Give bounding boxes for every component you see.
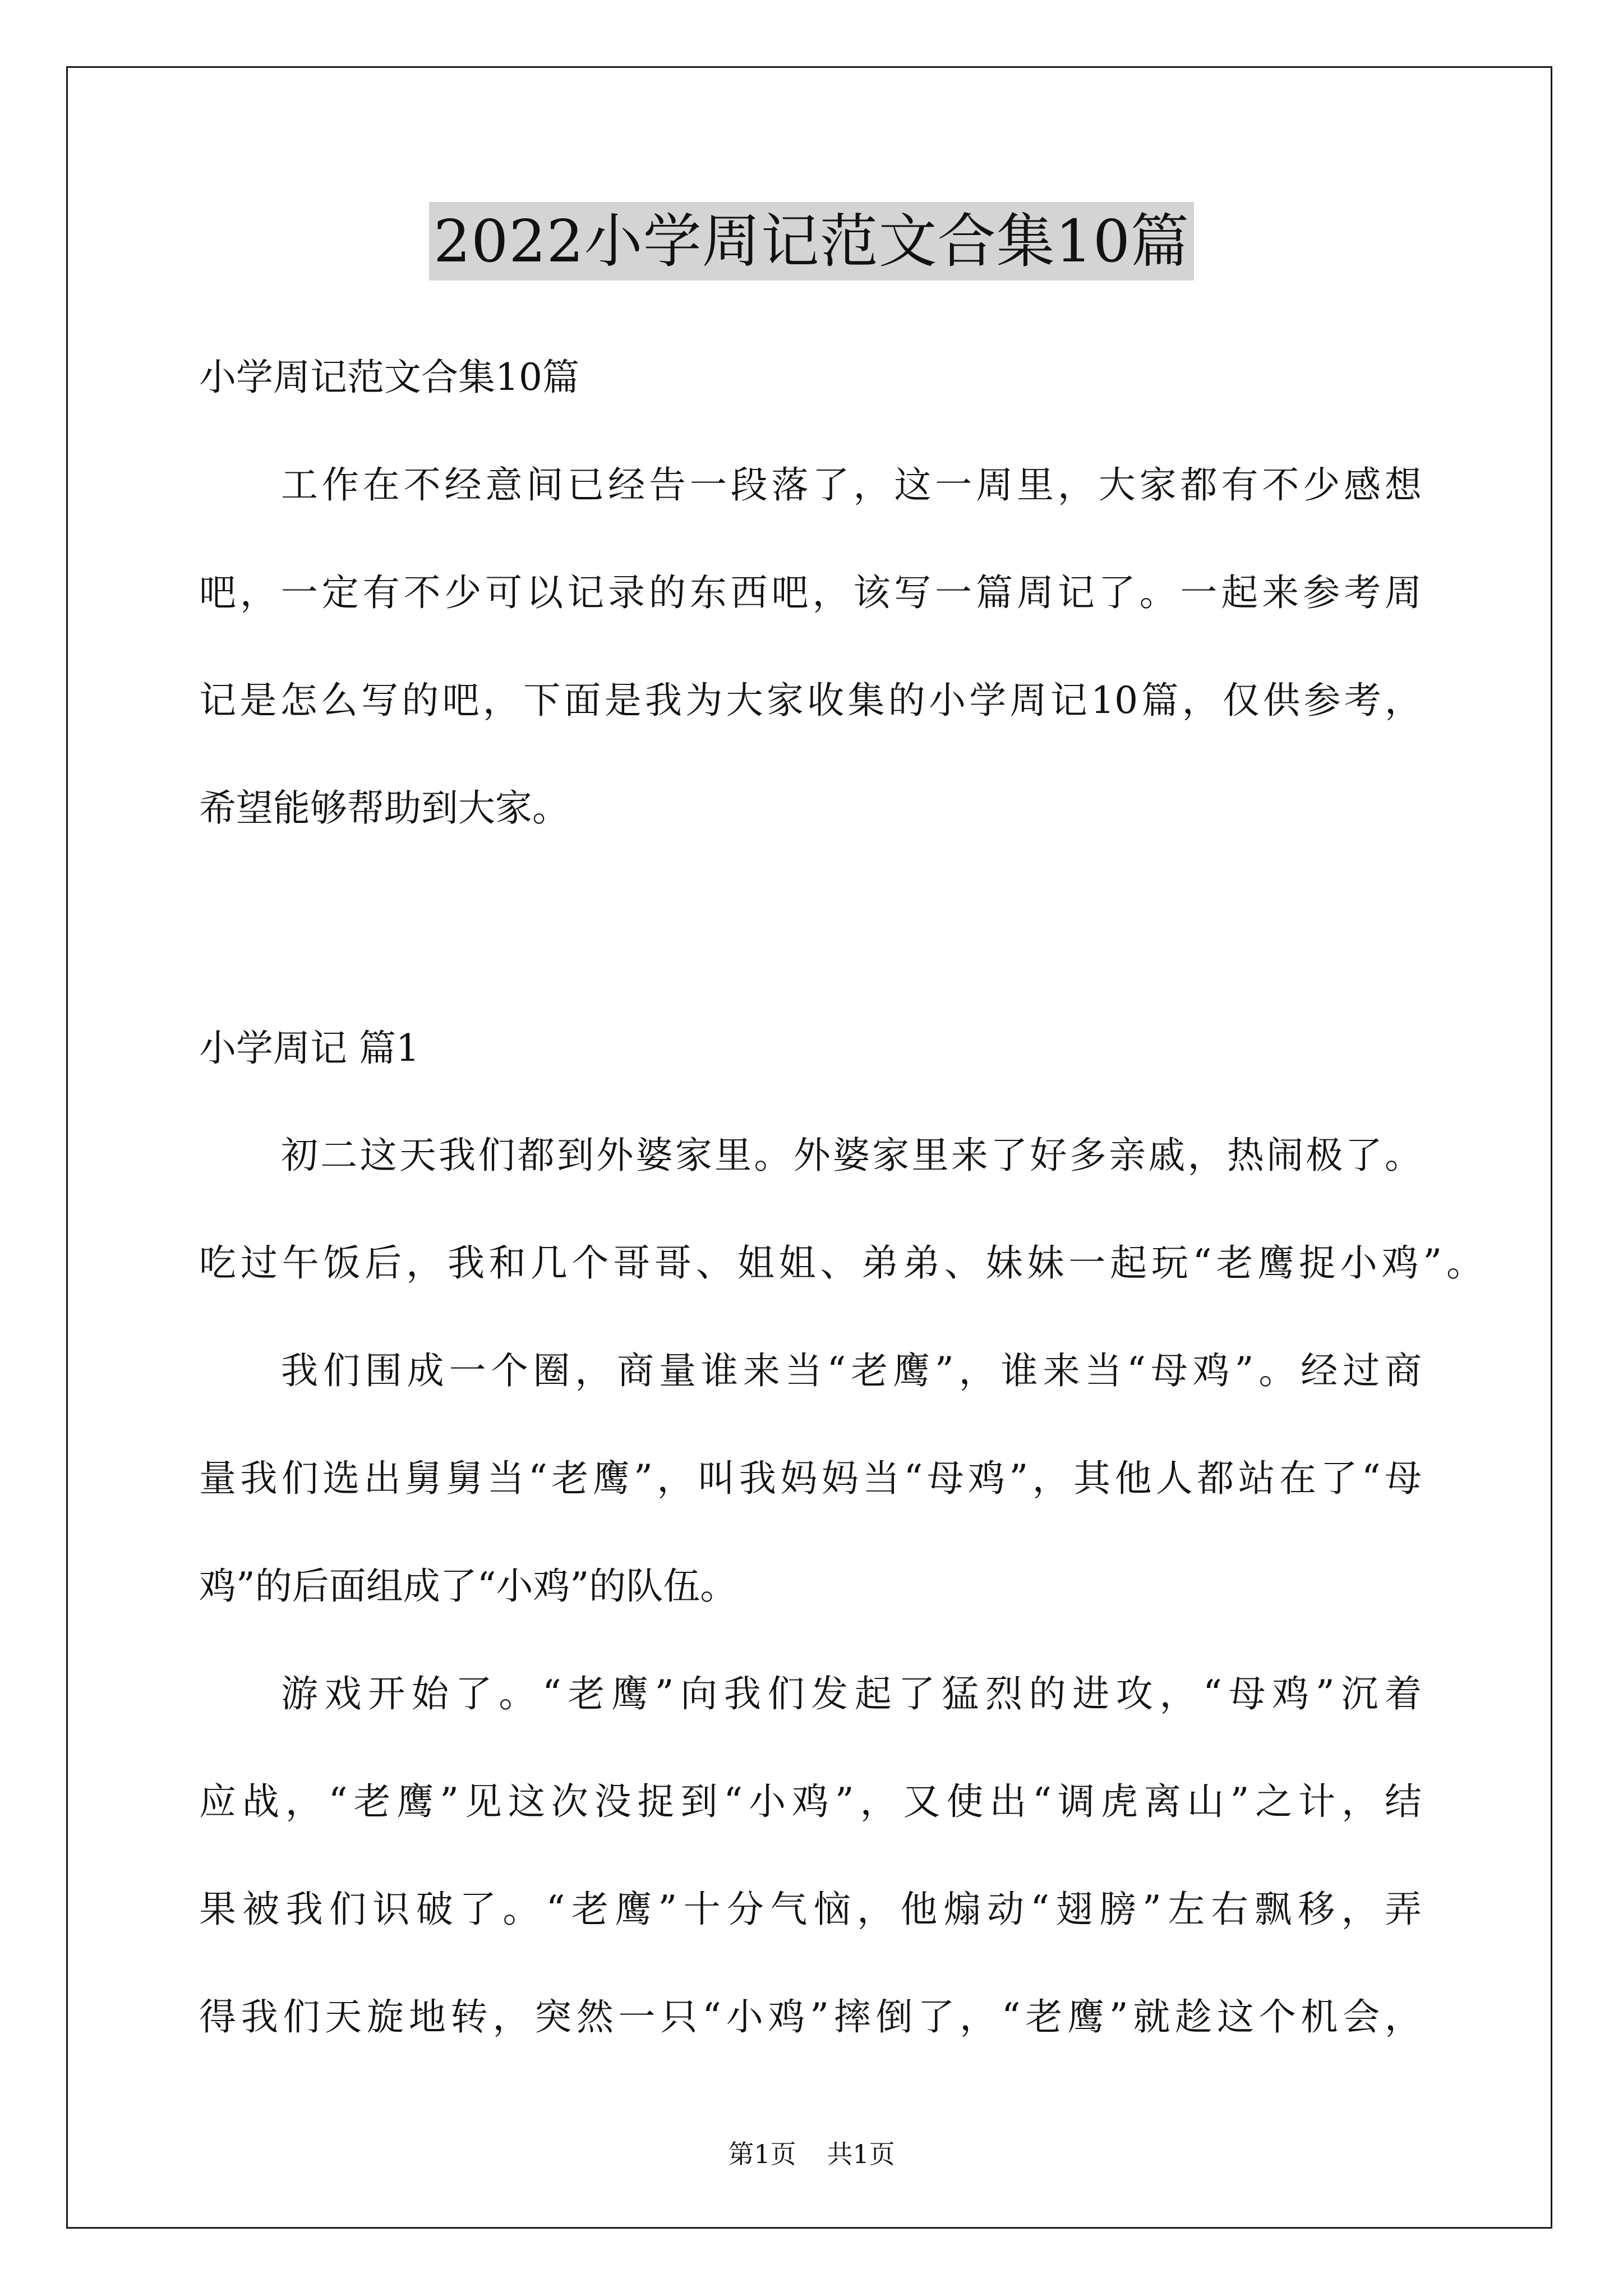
paragraph-line: 我们围成一个圈，商量谁来当“老鹰”，谁来当“母鸡”。经过商 <box>281 1349 1422 1392</box>
intro-line: 希望能够帮助到大家。 <box>199 786 569 830</box>
document-title-text: 2022小学周记范文合集10篇 <box>429 202 1194 280</box>
paragraph-line: 吃过午饭后，我和几个哥哥、姐姐、弟弟、妹妹一起玩“老鹰捉小鸡”。 <box>199 1241 1483 1285</box>
paragraph-line: 果被我们识破了。“老鹰”十分气恼，他煽动“翅膀”左右飘移，弄 <box>199 1888 1422 1931</box>
page-number: 第1页 <box>728 2139 796 2169</box>
document-title <box>0 202 1623 280</box>
paragraph-line: 量我们选出舅舅当“老鹰”，叫我妈妈当“母鸡”，其他人都站在了“母 <box>199 1457 1422 1500</box>
paragraph-line: 初二这天我们都到外婆家里。外婆家里来了好多亲戚，热闹极了。 <box>281 1134 1422 1177</box>
intro-line: 工作在不经意间已经告一段落了，这一周里，大家都有不少感想 <box>281 463 1422 507</box>
paragraph-line: 得我们天旋地转，突然一只“小鸡”摔倒了，“老鹰”就趁这个机会， <box>199 1995 1422 2039</box>
document-subtitle: 小学周记范文合集10篇 <box>199 356 579 399</box>
paragraph-line: 游戏开始了。“老鹰”向我们发起了猛烈的进攻，“母鸡”沉着 <box>281 1672 1422 1715</box>
section-heading: 小学周记 篇1 <box>199 1027 419 1070</box>
paragraph-line: 鸡”的后面组成了“小鸡”的队伍。 <box>199 1565 737 1608</box>
paragraph-line: 应战，“老鹰”见这次没捉到“小鸡”，又使出“调虎离山”之计，结 <box>199 1780 1422 1823</box>
intro-line: 吧，一定有不少可以记录的东西吧，该写一篇周记了。一起来参考周 <box>199 571 1422 614</box>
intro-line: 记是怎么写的吧，下面是我为大家收集的小学周记10篇，仅供参考， <box>199 679 1422 722</box>
page-footer <box>0 2137 1623 2171</box>
page-total: 共1页 <box>827 2139 895 2169</box>
